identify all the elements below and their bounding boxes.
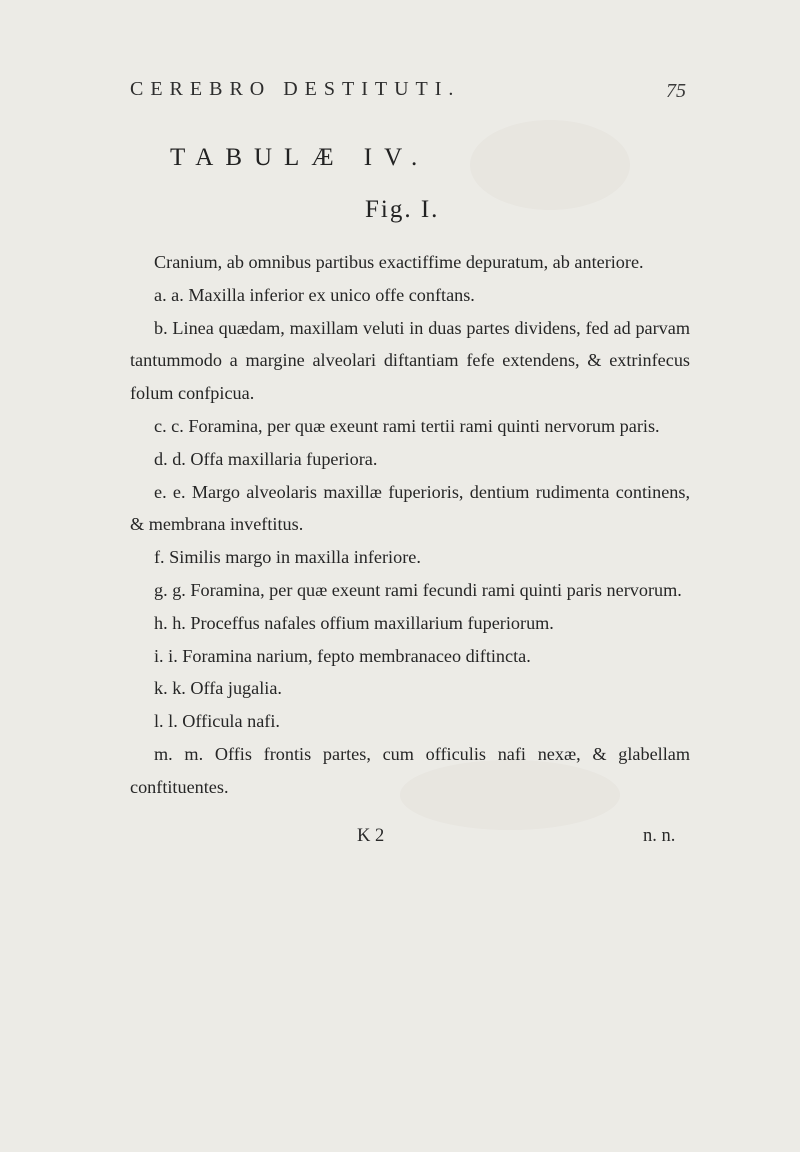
legend-item-e: e. e. Margo alveolaris maxillæ fuperioris, dentium rudimenta continens, & membrana inveftitus. (130, 481, 690, 535)
page-footer (130, 826, 690, 860)
legend-item-k: k. k. Offa jugalia. (154, 678, 282, 699)
running-title: CEREBRO DESTITUTI. (130, 78, 461, 100)
legend-item-d: d. d. Offa maxillaria fuperiora. (154, 448, 378, 469)
legend-item-g: g. g. Foramina, per quæ exeunt rami fecundi rami quinti paris nervorum. (154, 579, 682, 600)
legend-intro: Cranium, ab omnibus partibus exactiffime depuratum, ab anteriore. (154, 252, 644, 272)
table-title: TABULÆ IV. (170, 144, 430, 171)
signature-mark: K 2 (357, 826, 385, 846)
page-number: 75 (666, 80, 686, 102)
catchword: n. n. (643, 826, 676, 846)
legend-item-l: l. l. Officula nafi. (154, 711, 280, 732)
legend-item-c: c. c. Foramina, per quæ exeunt rami tertii rami quinti nervorum paris. (154, 415, 660, 436)
page-stain (470, 120, 630, 210)
legend-item-f: f. Similis margo in maxilla inferiore. (154, 547, 421, 568)
figure-label: Fig. I. (365, 196, 440, 223)
running-head (130, 78, 730, 108)
legend-item-i: i. i. Foramina narium, fepto membranaceo diftincta. (154, 645, 531, 666)
figure-legend (130, 246, 690, 804)
legend-item-b: b. Linea quædam, maxillam veluti in duas partes dividens, fed ad parvam tantummodo a margine alveolari diftantiam fefe extendens, & extrinfecus folum confpicua. (130, 317, 690, 404)
legend-item-h: h. h. Proceffus nafales offium maxillarium fuperiorum. (154, 612, 554, 633)
legend-item-m: m. m. Offis frontis partes, cum officulis nafi nexæ, & glabellam conftituentes. (130, 743, 690, 797)
legend-item-a: a. a. Maxilla inferior ex unico offe conftans. (154, 284, 475, 305)
